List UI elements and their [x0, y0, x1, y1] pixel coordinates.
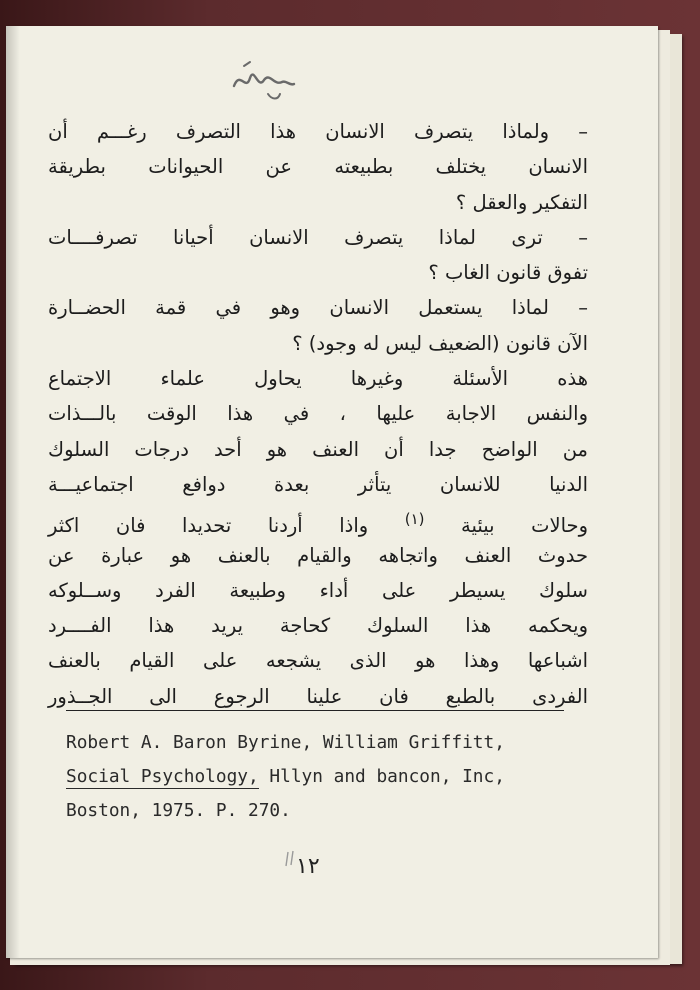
text-line: اشباعها وهذا هو الذى يشجعه على القيام بالعنف — [48, 649, 588, 673]
reference-line — [66, 760, 586, 794]
text-line: الانسان يختلف بطبيعته عن الحيوانات بطريقة — [48, 155, 588, 179]
reference-book-title: Social Psychology, — [66, 766, 259, 787]
text-line: الآن قانون (الضعيف ليس له وجود) ؟ — [292, 331, 588, 355]
arabic-body-text — [48, 114, 588, 714]
text-line: من الواضح جدا أن العنف هو أحد درجات السلوك — [48, 437, 588, 461]
text-line: التفكير والعقل ؟ — [455, 190, 588, 214]
text-segment: واذا أردنا تحديدا فان اكثر — [48, 514, 369, 538]
footnote-reference — [66, 726, 586, 828]
text-line: حدوث العنف واتجاهه والقيام بالعنف هو عبارة عن — [48, 543, 588, 567]
text-line: ويحكمه هذا السلوك كحاجة يريد هذا الفــــرد — [48, 614, 588, 638]
text-line: الفردى بالطبع فان علينا الرجوع الى الجــذور — [48, 684, 588, 708]
text-segment: وحالات بيئية — [461, 514, 588, 538]
text-line: – لماذا يستعمل الانسان وهو في قمة الحضــارة — [48, 296, 588, 320]
book-page — [6, 26, 658, 958]
reference-line: Boston, 1975. P. 270. — [66, 800, 291, 821]
text-line: تفوق قانون الغاب ؟ — [428, 261, 588, 285]
footnote-marker: (١) — [404, 510, 425, 529]
text-line: الدنيا للانسان يتأثر بعدة دوافع اجتماعيـــة — [48, 472, 588, 496]
text-line: هذه الأسئلة وغيرها يحاول علماء الاجتماع — [48, 367, 588, 391]
footnote-divider — [66, 710, 564, 711]
binding-shadow — [6, 26, 20, 958]
reference-publisher: Hllyn and bancon, Inc, — [258, 766, 505, 787]
text-line: والنفس الاجابة عليها ، في هذا الوقت بالـــذات — [48, 402, 588, 426]
text-line: سلوك يسيطر على أداء وطبيعة الفرد وســلوكه — [48, 578, 588, 602]
reference-line: Robert A. Baron Byrine, William Griffitt, — [66, 732, 505, 753]
page-number: ١٢ — [296, 854, 320, 879]
text-line: – ترى لماذا يتصرف الانسان أحيانا تصرفــــات — [48, 225, 588, 249]
handwritten-annotation — [228, 56, 298, 106]
text-line: – ولماذا يتصرف الانسان هذا التصرف رغـــم أن — [48, 120, 588, 143]
text-line-with-footnote — [48, 502, 588, 537]
